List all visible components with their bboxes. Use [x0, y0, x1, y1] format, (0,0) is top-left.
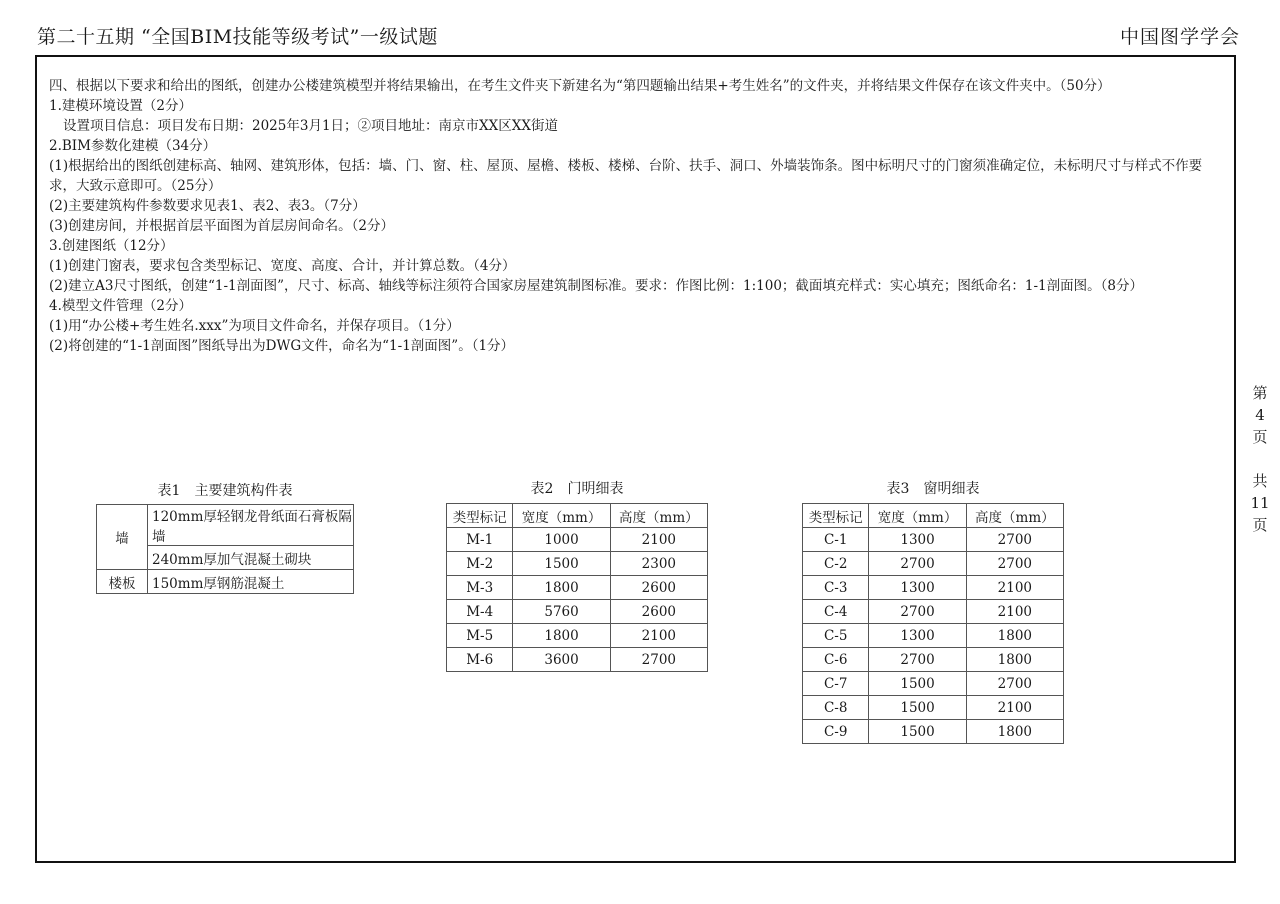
- table-2-header: 类型标记: [447, 504, 513, 528]
- table-row: [803, 648, 1064, 672]
- table-row: [447, 528, 708, 552]
- table-3-cell: C-2: [803, 552, 869, 576]
- page-indicator-char: 页: [1252, 516, 1268, 534]
- table-2-header: 宽度（mm）: [513, 504, 610, 528]
- table-1-category: 楼板: [97, 570, 148, 594]
- question-body: [49, 76, 1229, 356]
- table-row: [803, 720, 1064, 744]
- page-indicator: [1250, 382, 1270, 536]
- section-4-line: (2)将创建的“1-1剖面图”图纸导出为DWG文件，命名为“1-1剖面图”。（1分）: [49, 338, 515, 354]
- table-3-title: 表3 窗明细表: [886, 481, 980, 497]
- table-row: [97, 570, 354, 594]
- page-indicator-char: 页: [1252, 428, 1268, 446]
- section-1-title: 1.建模环境设置（2分）: [49, 98, 192, 114]
- question-intro: 四、根据以下要求和给出的图纸，创建办公楼建筑模型并将结果输出，在考生文件夹下新建名为“第四题输出结果+考生姓名”的文件夹，并将结果文件保存在该文件夹中。（50分）: [49, 78, 1111, 94]
- table-3-cell: C-7: [803, 672, 869, 696]
- exam-title: 第二十五期 “全国BIM技能等级考试”一级试题: [37, 26, 438, 48]
- table-3-cell: 2700: [869, 552, 966, 576]
- table-3-cell: C-1: [803, 528, 869, 552]
- table-1-cell: 240mm厚加气混凝土砌块: [148, 546, 354, 570]
- table-2-cell: M-3: [447, 576, 513, 600]
- table-1-category: 墙: [97, 505, 148, 570]
- table-2-cell: 2600: [610, 576, 707, 600]
- table-row: [447, 624, 708, 648]
- table-2-cell: 2100: [610, 624, 707, 648]
- table-2-cell: 2300: [610, 552, 707, 576]
- table-row: [803, 528, 1064, 552]
- section-4-line: (1)用“办公楼+考生姓名.xxx”为项目文件命名，并保存项目。（1分）: [49, 318, 460, 334]
- table-3-header: 宽度（mm）: [869, 504, 966, 528]
- table-3-cell: 1500: [869, 672, 966, 696]
- table-2-cell: 5760: [513, 600, 610, 624]
- section-2-line: (2)主要建筑构件参数要求见表1、表2、表3。（7分）: [49, 198, 366, 214]
- table-3-cell: 1300: [869, 624, 966, 648]
- page-indicator-char: 共: [1252, 472, 1268, 490]
- section-2-title: 2.BIM参数化建模（34分）: [49, 138, 217, 154]
- table-2-cell: M-2: [447, 552, 513, 576]
- table-3-cell: 1800: [966, 648, 1063, 672]
- table-3-cell: 2700: [966, 528, 1063, 552]
- table-2-header: 高度（mm）: [610, 504, 707, 528]
- table-row: [803, 600, 1064, 624]
- table-3-cell: C-6: [803, 648, 869, 672]
- table-3-cell: C-8: [803, 696, 869, 720]
- table-3-cell: 2700: [869, 648, 966, 672]
- table-3-cell: 2100: [966, 576, 1063, 600]
- table-3-cell: C-4: [803, 600, 869, 624]
- table-1-cell: 120mm厚轻钢龙骨纸面石膏板隔墙: [148, 505, 354, 546]
- table-2-title: 表2 门明细表: [530, 481, 624, 497]
- table-3-cell: 1500: [869, 696, 966, 720]
- table-row: [447, 648, 708, 672]
- section-3-line: (2)建立A3尺寸图纸，创建“1-1剖面图”，尺寸、标高、轴线等标注须符合国家房屋建筑制图标准。要求：作图比例：1:100；截面填充样式：实心填充；图纸命名：1-1剖面图。（8分）: [49, 278, 1143, 294]
- page-indicator-char: 11: [1250, 494, 1270, 512]
- table-2-cell: 2100: [610, 528, 707, 552]
- table-1-cell: 150mm厚钢筋混凝土: [148, 570, 354, 594]
- section-3-line: (1)创建门窗表，要求包含类型标记、宽度、高度、合计，并计算总数。（4分）: [49, 258, 516, 274]
- table-2-cell: 2700: [610, 648, 707, 672]
- table-row: [803, 672, 1064, 696]
- table-3-cell: 2100: [966, 600, 1063, 624]
- table-row: [447, 576, 708, 600]
- section-3-title: 3.创建图纸（12分）: [49, 238, 174, 254]
- table-2-cell: M-6: [447, 648, 513, 672]
- table-3-cell: 1800: [966, 720, 1063, 744]
- table-2-cell: 1000: [513, 528, 610, 552]
- table-header-row: [803, 504, 1064, 528]
- table-2-cell: 2600: [610, 600, 707, 624]
- table-row: [803, 552, 1064, 576]
- table-3: [802, 503, 1064, 744]
- table-2-cell: 3600: [513, 648, 610, 672]
- table-2-cell: 1500: [513, 552, 610, 576]
- table-header-row: [447, 504, 708, 528]
- page-indicator-char: 第: [1252, 384, 1268, 402]
- table-3-cell: 1500: [869, 720, 966, 744]
- table-row: [803, 576, 1064, 600]
- table-3-cell: 1300: [869, 576, 966, 600]
- table-1-title: 表1 主要建筑构件表: [157, 483, 293, 499]
- table-3-cell: 2700: [869, 600, 966, 624]
- table-row: [803, 624, 1064, 648]
- table-3-cell: 1300: [869, 528, 966, 552]
- table-3-cell: 2700: [966, 552, 1063, 576]
- table-2-cell: M-4: [447, 600, 513, 624]
- section-2-line: (1)根据给出的图纸创建标高、轴网、建筑形体，包括：墙、门、窗、柱、屋顶、屋檐、楼板、楼梯、台阶、扶手、洞口、外墙装饰条。图中标明尺寸的门窗须准确定位，未标明尺寸与样式不作要求，大致示意即可。（25分）: [49, 158, 1203, 194]
- table-3-cell: C-9: [803, 720, 869, 744]
- section-4-title: 4.模型文件管理（2分）: [49, 298, 192, 314]
- table-row: [97, 505, 354, 546]
- table-3-cell: 1800: [966, 624, 1063, 648]
- table-1: [96, 504, 354, 594]
- table-3-cell: C-3: [803, 576, 869, 600]
- table-row: [447, 600, 708, 624]
- table-3-header: 高度（mm）: [966, 504, 1063, 528]
- page-indicator-char: 4: [1255, 406, 1265, 424]
- table-2-cell: M-5: [447, 624, 513, 648]
- table-3-cell: 2100: [966, 696, 1063, 720]
- table-2-cell: M-1: [447, 528, 513, 552]
- table-2: [446, 503, 708, 672]
- section-2-line: (3)创建房间，并根据首层平面图为首层房间命名。（2分）: [49, 218, 394, 234]
- table-3-cell: C-5: [803, 624, 869, 648]
- table-2-cell: 1800: [513, 576, 610, 600]
- organization-name: 中国图学学会: [1119, 26, 1240, 48]
- table-2-cell: 1800: [513, 624, 610, 648]
- table-3-header: 类型标记: [803, 504, 869, 528]
- section-1-line: 设置项目信息：项目发布日期：2025年3月1日；②项目地址：南京市XX区XX街道: [63, 118, 558, 134]
- table-row: [803, 696, 1064, 720]
- table-row: [447, 552, 708, 576]
- table-3-cell: 2700: [966, 672, 1063, 696]
